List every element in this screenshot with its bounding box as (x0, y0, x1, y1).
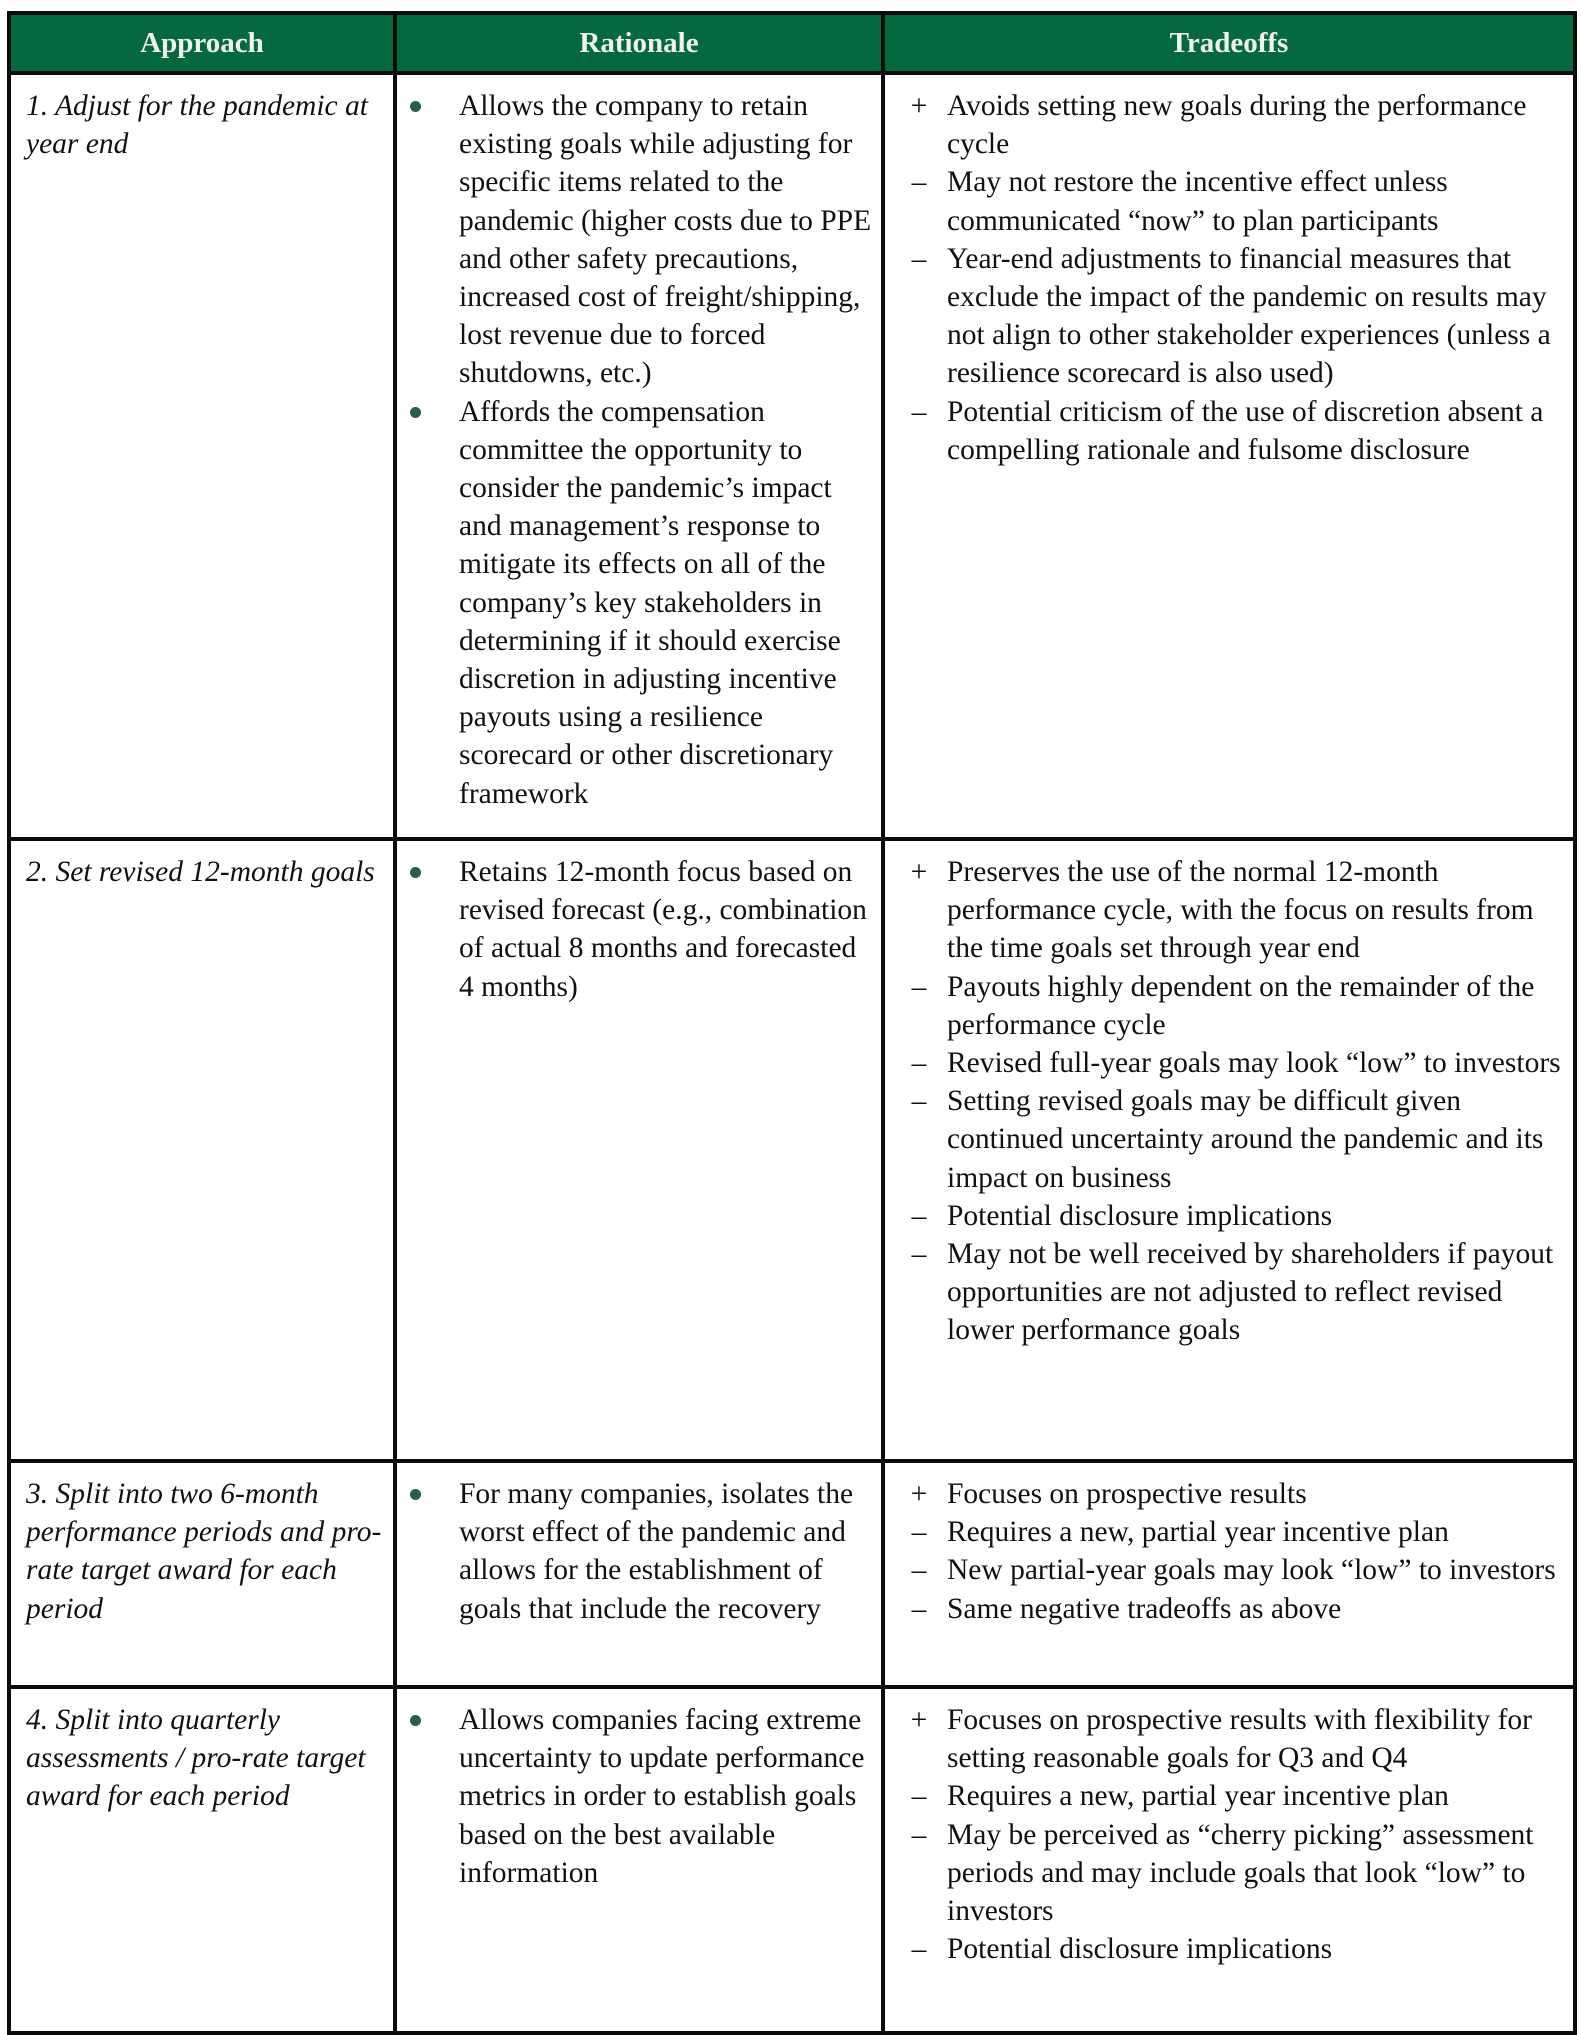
rationale-item (407, 1701, 875, 1892)
tradeoffs-list (909, 1701, 1567, 1968)
tradeoff-item (909, 1930, 1567, 1968)
rationale-cell (395, 839, 883, 1461)
tradeoff-text: Focuses on prospective results with flexibility for setting reasonable goals for Q3 and Q4 (947, 1704, 1532, 1775)
table-row (9, 1461, 1575, 1687)
minus-icon: – (911, 1818, 927, 1851)
rationale-item (407, 393, 875, 813)
minus-icon: – (911, 242, 927, 275)
minus-icon: – (911, 1047, 927, 1080)
tradeoff-item (909, 1590, 1567, 1628)
table-body (9, 73, 1575, 2033)
tradeoff-item (909, 1197, 1567, 1235)
tradeoff-item (909, 1816, 1567, 1931)
minus-icon: – (911, 166, 927, 199)
bullet-icon (410, 407, 421, 418)
rationale-text: Allows companies facing extreme uncertainty to update performance metrics in order to establish goals based on the best available information (459, 1704, 865, 1889)
tradeoff-text: Requires a new, partial year incentive plan (947, 1516, 1449, 1549)
tradeoff-text: Revised full-year goals may look “low” to investors (947, 1047, 1561, 1080)
approach-comparison-table (7, 11, 1577, 2035)
plus-icon: + (910, 1478, 928, 1510)
tradeoffs-list (909, 1475, 1567, 1628)
approach-cell: 3. Split into two 6-month performance periods and pro-rate target award for each period (9, 1461, 395, 1687)
tradeoff-item (909, 87, 1567, 163)
tradeoff-item (909, 1777, 1567, 1815)
tradeoffs-cell (883, 73, 1575, 839)
rationale-text: For many companies, isolates the worst effect of the pandemic and allows for the establishment of goals that include the recovery (459, 1478, 854, 1625)
table-row (9, 1687, 1575, 2033)
tradeoff-item (909, 240, 1567, 393)
tradeoff-text: May be perceived as “cherry picking” assessment periods and may include goals that look “low” to investors (947, 1818, 1534, 1928)
plus-icon: + (910, 856, 928, 888)
rationale-item (407, 1475, 875, 1628)
plus-icon: + (910, 1704, 928, 1736)
tradeoff-text: May not restore the incentive effect unless communicated “now” to plan participants (947, 166, 1448, 237)
tradeoff-text: Potential disclosure implications (947, 1933, 1333, 1966)
tradeoff-item (909, 1082, 1567, 1197)
rationale-list (407, 1475, 875, 1628)
table-row (9, 73, 1575, 839)
tradeoffs-cell (883, 1461, 1575, 1687)
bullet-icon (410, 1489, 421, 1500)
tradeoff-text: Payouts highly dependent on the remainder of the performance cycle (947, 970, 1535, 1041)
rationale-text: Retains 12-month focus based on revised forecast (e.g., combination of actual 8 months and forecasted 4 months) (459, 856, 867, 1003)
tradeoffs-cell (883, 1687, 1575, 2033)
minus-icon: – (911, 1516, 927, 1549)
tradeoff-text: Requires a new, partial year incentive plan (947, 1780, 1449, 1813)
minus-icon: – (911, 1085, 927, 1118)
tradeoff-item (909, 1551, 1567, 1589)
tradeoff-item (909, 1475, 1567, 1513)
tradeoff-item (909, 1513, 1567, 1551)
tradeoff-text: Same negative tradeoffs as above (947, 1592, 1342, 1625)
approach-cell: 4. Split into quarterly assessments / pro-rate target award for each period (9, 1687, 395, 2033)
tradeoff-item (909, 393, 1567, 469)
header-row (9, 13, 1575, 73)
tradeoff-text: May not be well received by shareholders if payout opportunities are not adjusted to reflect revised lower performance goals (947, 1238, 1554, 1347)
bullet-icon (410, 867, 421, 878)
minus-icon: – (911, 395, 927, 428)
tradeoff-text: Potential criticism of the use of discretion absent a compelling rationale and fulsome disclosure (947, 395, 1544, 466)
tradeoffs-list (909, 853, 1567, 1350)
tradeoff-text: Preserves the use of the normal 12-month performance cycle, with the focus on results from the time goals set through year end (947, 856, 1534, 965)
rationale-list (407, 1701, 875, 1892)
approach-cell: 2. Set revised 12-month goals (9, 839, 395, 1461)
rationale-text: Affords the compensation committee the opportunity to consider the pandemic’s impact and management’s response to mitigate its effects on all of the company’s key stakeholders in determining if it should exercise discretion in adjusting incentive payouts using a resilience scorecard or other discretionary framework (459, 395, 841, 810)
rationale-cell (395, 1461, 883, 1687)
tradeoff-text: Year-end adjustments to financial measures that exclude the impact of the pandemic on results may not align to other stakeholder experiences (unless a resilience scorecard is also used) (947, 242, 1551, 390)
header-tradeoffs: Tradeoffs (883, 13, 1575, 73)
rationale-item (407, 87, 875, 393)
minus-icon: – (911, 1199, 927, 1232)
minus-icon: – (911, 970, 927, 1003)
bullet-icon (410, 101, 421, 112)
tradeoff-text: Potential disclosure implications (947, 1199, 1333, 1232)
tradeoff-item (909, 1701, 1567, 1777)
tradeoff-text: New partial-year goals may look “low” to investors (947, 1554, 1556, 1587)
tradeoff-text: Setting revised goals may be difficult given continued uncertainty around the pandemic and its impact on business (947, 1085, 1544, 1194)
tradeoffs-list (909, 87, 1567, 469)
rationale-list (407, 853, 875, 1006)
minus-icon: – (911, 1592, 927, 1625)
tradeoff-item (909, 853, 1567, 968)
header-approach: Approach (9, 13, 395, 73)
tradeoff-item (909, 1044, 1567, 1082)
tradeoff-item (909, 968, 1567, 1044)
tradeoffs-cell (883, 839, 1575, 1461)
minus-icon: – (911, 1554, 927, 1587)
table-header (9, 13, 1575, 73)
minus-icon: – (911, 1780, 927, 1813)
minus-icon: – (911, 1933, 927, 1966)
rationale-list (407, 87, 875, 813)
plus-icon: + (910, 90, 928, 122)
table-row (9, 839, 1575, 1461)
tradeoff-text: Avoids setting new goals during the performance cycle (947, 90, 1527, 161)
header-rationale: Rationale (395, 13, 883, 73)
rationale-cell (395, 73, 883, 839)
tradeoff-item (909, 163, 1567, 239)
minus-icon: – (911, 1238, 927, 1271)
bullet-icon (410, 1715, 421, 1726)
rationale-cell (395, 1687, 883, 2033)
approach-cell: 1. Adjust for the pandemic at year end (9, 73, 395, 839)
rationale-text: Allows the company to retain existing goals while adjusting for specific items related to the pandemic (higher costs due to PPE and other safety precautions, increased cost of freight/shipping, lost revenue due to forced shutdowns, etc.) (459, 90, 872, 390)
tradeoff-item (909, 1235, 1567, 1350)
rationale-item (407, 853, 875, 1006)
tradeoff-text: Focuses on prospective results (947, 1478, 1307, 1510)
